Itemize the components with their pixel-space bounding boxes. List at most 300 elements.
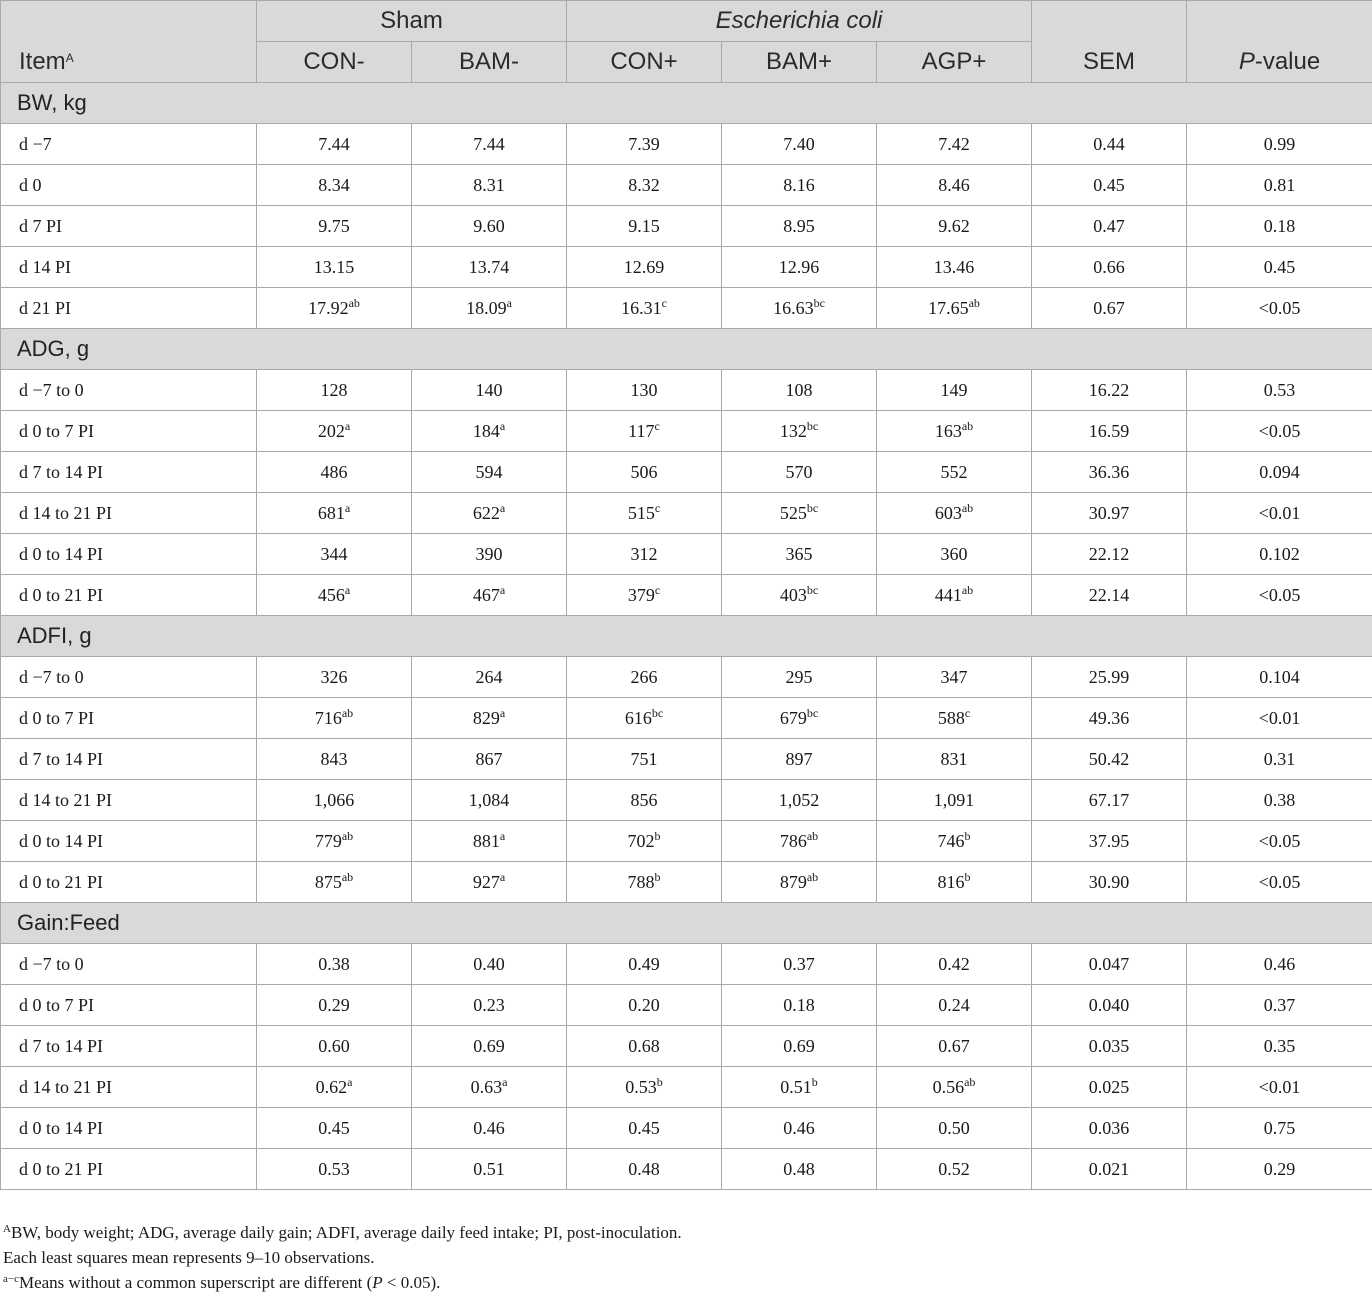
cell-value: 344 bbox=[320, 543, 348, 564]
cell-agp-plus bbox=[877, 1108, 1032, 1149]
cell-con-minus bbox=[257, 1026, 412, 1067]
table-row bbox=[1, 1026, 1372, 1067]
section-row bbox=[1, 616, 1372, 657]
cell-bam-plus bbox=[722, 288, 877, 329]
header-p-italic: P bbox=[1238, 48, 1255, 75]
section-title: ADFI, g bbox=[1, 616, 1372, 657]
cell-superscript: ab bbox=[968, 295, 980, 310]
cell-value: 163 bbox=[934, 420, 962, 441]
cell-value: 616 bbox=[624, 707, 652, 728]
cell-superscript: ab bbox=[961, 582, 974, 597]
header-p-rest: -value bbox=[1254, 48, 1321, 75]
cell-sem: 0.035 bbox=[1032, 1026, 1187, 1067]
row-label: d −7 to 0 bbox=[1, 944, 257, 985]
cell-value: 506 bbox=[630, 461, 658, 482]
cell-value: 312 bbox=[630, 543, 658, 564]
cell-bam-plus bbox=[722, 780, 877, 821]
cell-bam-plus bbox=[722, 165, 877, 206]
cell-con-plus bbox=[567, 452, 722, 493]
cell-bam-minus bbox=[412, 575, 567, 616]
cell-value: 0.48 bbox=[783, 1158, 815, 1179]
cell-sem: 0.036 bbox=[1032, 1108, 1187, 1149]
cell-bam-plus bbox=[722, 657, 877, 698]
table-row bbox=[1, 288, 1372, 329]
cell-superscript: bc bbox=[806, 500, 819, 515]
section-row bbox=[1, 83, 1372, 124]
cell-con-plus bbox=[567, 534, 722, 575]
cell-superscript: b bbox=[656, 1074, 663, 1089]
cell-value: 7.44 bbox=[473, 133, 505, 154]
cell-sem: 0.047 bbox=[1032, 944, 1187, 985]
cell-sem: 50.42 bbox=[1032, 739, 1187, 780]
row-label: d 0 to 14 PI bbox=[1, 534, 257, 575]
cell-p-value: 0.104 bbox=[1187, 657, 1372, 698]
cell-superscript: ab bbox=[964, 1074, 976, 1089]
row-label: d 21 PI bbox=[1, 288, 257, 329]
cell-p-value: <0.01 bbox=[1187, 1067, 1372, 1108]
row-label: d 0 to 7 PI bbox=[1, 698, 257, 739]
row-label: d 0 to 14 PI bbox=[1, 821, 257, 862]
cell-value: 897 bbox=[785, 748, 813, 769]
cell-bam-plus bbox=[722, 247, 877, 288]
cell-value: 9.75 bbox=[318, 215, 350, 236]
cell-p-value: <0.05 bbox=[1187, 288, 1372, 329]
cell-bam-minus bbox=[412, 985, 567, 1026]
cell-con-minus bbox=[257, 247, 412, 288]
row-label: d 7 to 14 PI bbox=[1, 739, 257, 780]
cell-value: 879 bbox=[779, 871, 807, 892]
footnote-superscripts-p: P bbox=[372, 1273, 383, 1292]
cell-value: 13.46 bbox=[933, 256, 975, 277]
cell-value: 0.45 bbox=[628, 1117, 660, 1138]
cell-value: 7.39 bbox=[628, 133, 660, 154]
cell-value: 746 bbox=[937, 830, 965, 851]
cell-value: 17.92 bbox=[308, 297, 349, 318]
cell-value: 140 bbox=[475, 379, 503, 400]
section-title: BW, kg bbox=[1, 83, 1372, 124]
cell-sem: 0.67 bbox=[1032, 288, 1187, 329]
cell-superscript: b bbox=[654, 869, 661, 884]
cell-con-minus bbox=[257, 370, 412, 411]
cell-con-minus bbox=[257, 1108, 412, 1149]
cell-value: 788 bbox=[627, 871, 655, 892]
cell-value: 0.24 bbox=[938, 994, 970, 1015]
cell-superscript: b bbox=[964, 869, 971, 884]
cell-value: 16.63 bbox=[773, 297, 814, 318]
cell-value: 786 bbox=[779, 830, 807, 851]
header-item bbox=[1, 1, 257, 83]
cell-con-plus bbox=[567, 575, 722, 616]
cell-sem: 30.97 bbox=[1032, 493, 1187, 534]
cell-con-minus bbox=[257, 698, 412, 739]
cell-sem: 49.36 bbox=[1032, 698, 1187, 739]
cell-agp-plus bbox=[877, 1149, 1032, 1190]
row-label: d 0 to 21 PI bbox=[1, 1149, 257, 1190]
cell-p-value: 0.38 bbox=[1187, 780, 1372, 821]
footnotes bbox=[3, 1220, 682, 1295]
cell-agp-plus bbox=[877, 575, 1032, 616]
cell-superscript: ab bbox=[806, 828, 819, 843]
cell-superscript: a bbox=[344, 500, 351, 515]
cell-con-plus bbox=[567, 370, 722, 411]
row-label: d 0 to 14 PI bbox=[1, 1108, 257, 1149]
cell-bam-plus bbox=[722, 575, 877, 616]
cell-bam-plus bbox=[722, 1067, 877, 1108]
cell-con-minus bbox=[257, 739, 412, 780]
cell-bam-minus bbox=[412, 1149, 567, 1190]
cell-value: 843 bbox=[320, 748, 348, 769]
cell-value: 751 bbox=[630, 748, 658, 769]
footnote-abbreviations-text: BW, body weight; ADG, average daily gain; ADFI, average daily feed intake; PI, post-inoculation. bbox=[10, 1223, 682, 1242]
cell-superscript: bc bbox=[813, 295, 825, 310]
cell-value: 0.51 bbox=[780, 1076, 812, 1097]
cell-value: 441 bbox=[934, 584, 962, 605]
cell-con-plus bbox=[567, 1149, 722, 1190]
row-label: d 7 PI bbox=[1, 206, 257, 247]
cell-agp-plus bbox=[877, 944, 1032, 985]
cell-bam-plus bbox=[722, 698, 877, 739]
cell-p-value: 0.35 bbox=[1187, 1026, 1372, 1067]
table-row bbox=[1, 247, 1372, 288]
cell-value: 128 bbox=[320, 379, 348, 400]
cell-value: 0.50 bbox=[938, 1117, 970, 1138]
cell-value: 816 bbox=[937, 871, 965, 892]
cell-con-plus bbox=[567, 657, 722, 698]
cell-superscript: a bbox=[499, 869, 506, 884]
cell-value: 0.53 bbox=[625, 1076, 657, 1097]
cell-p-value: 0.29 bbox=[1187, 1149, 1372, 1190]
cell-con-minus bbox=[257, 288, 412, 329]
cell-value: 326 bbox=[320, 666, 348, 687]
cell-agp-plus bbox=[877, 698, 1032, 739]
cell-con-minus bbox=[257, 452, 412, 493]
cell-value: 13.74 bbox=[468, 256, 510, 277]
cell-agp-plus bbox=[877, 493, 1032, 534]
cell-sem: 36.36 bbox=[1032, 452, 1187, 493]
cell-con-plus bbox=[567, 821, 722, 862]
row-label: d 7 to 14 PI bbox=[1, 452, 257, 493]
cell-bam-plus bbox=[722, 1149, 877, 1190]
cell-sem: 0.44 bbox=[1032, 124, 1187, 165]
cell-value: 0.20 bbox=[628, 994, 660, 1015]
cell-con-minus bbox=[257, 944, 412, 985]
cell-value: 702 bbox=[627, 830, 655, 851]
cell-value: 7.40 bbox=[783, 133, 815, 154]
cell-p-value: <0.05 bbox=[1187, 862, 1372, 903]
cell-bam-minus bbox=[412, 862, 567, 903]
cell-value: 0.51 bbox=[473, 1158, 505, 1179]
cell-con-plus bbox=[567, 1108, 722, 1149]
header-col-con-minus: CON- bbox=[257, 42, 412, 83]
cell-con-plus bbox=[567, 1067, 722, 1108]
cell-value: 9.60 bbox=[473, 215, 505, 236]
cell-value: 1,084 bbox=[468, 789, 510, 810]
table-row bbox=[1, 1067, 1372, 1108]
cell-con-plus bbox=[567, 985, 722, 1026]
cell-value: 0.60 bbox=[318, 1035, 350, 1056]
table-header bbox=[1, 1, 1372, 83]
footnote-abbreviations-sup: A bbox=[3, 1223, 11, 1235]
cell-bam-minus bbox=[412, 165, 567, 206]
cell-value: 379 bbox=[627, 584, 655, 605]
header-ecoli: Escherichia coli bbox=[567, 1, 1032, 42]
cell-con-minus bbox=[257, 985, 412, 1026]
cell-value: 622 bbox=[472, 502, 500, 523]
cell-value: 0.68 bbox=[628, 1035, 660, 1056]
cell-con-plus bbox=[567, 493, 722, 534]
table-row bbox=[1, 165, 1372, 206]
cell-agp-plus bbox=[877, 370, 1032, 411]
cell-agp-plus bbox=[877, 452, 1032, 493]
footnote-superscripts-sup: a−c bbox=[3, 1273, 19, 1285]
cell-bam-minus bbox=[412, 288, 567, 329]
cell-agp-plus bbox=[877, 206, 1032, 247]
cell-value: 0.53 bbox=[318, 1158, 350, 1179]
cell-value: 1,052 bbox=[778, 789, 820, 810]
table-row bbox=[1, 493, 1372, 534]
cell-value: 1,091 bbox=[933, 789, 975, 810]
cell-p-value: <0.01 bbox=[1187, 493, 1372, 534]
table-row bbox=[1, 1108, 1372, 1149]
cell-value: 552 bbox=[940, 461, 968, 482]
row-label: d −7 to 0 bbox=[1, 370, 257, 411]
cell-value: 0.38 bbox=[318, 953, 350, 974]
cell-value: 486 bbox=[320, 461, 348, 482]
row-label: d 0 to 21 PI bbox=[1, 575, 257, 616]
header-col-con-plus: CON+ bbox=[567, 42, 722, 83]
cell-superscript: bc bbox=[806, 418, 819, 433]
row-label: d 7 to 14 PI bbox=[1, 1026, 257, 1067]
cell-con-minus bbox=[257, 411, 412, 452]
cell-value: 927 bbox=[472, 871, 500, 892]
cell-bam-minus bbox=[412, 452, 567, 493]
cell-superscript: a bbox=[499, 418, 506, 433]
cell-value: 867 bbox=[475, 748, 503, 769]
cell-value: 0.52 bbox=[938, 1158, 970, 1179]
cell-con-minus bbox=[257, 862, 412, 903]
cell-p-value: 0.99 bbox=[1187, 124, 1372, 165]
cell-bam-plus bbox=[722, 739, 877, 780]
cell-con-minus bbox=[257, 206, 412, 247]
cell-bam-plus bbox=[722, 944, 877, 985]
cell-sem: 16.22 bbox=[1032, 370, 1187, 411]
cell-sem: 0.47 bbox=[1032, 206, 1187, 247]
table-row bbox=[1, 534, 1372, 575]
header-col-bam-minus: BAM- bbox=[412, 42, 567, 83]
table-row bbox=[1, 698, 1372, 739]
row-label: d −7 to 0 bbox=[1, 657, 257, 698]
cell-con-plus bbox=[567, 288, 722, 329]
table-row bbox=[1, 411, 1372, 452]
cell-superscript: ab bbox=[806, 869, 819, 884]
header-item-label: Item bbox=[19, 48, 66, 75]
cell-bam-minus bbox=[412, 411, 567, 452]
cell-bam-plus bbox=[722, 821, 877, 862]
cell-bam-minus bbox=[412, 247, 567, 288]
cell-value: 681 bbox=[317, 502, 345, 523]
cell-value: 856 bbox=[630, 789, 658, 810]
row-label: d 0 to 7 PI bbox=[1, 985, 257, 1026]
cell-agp-plus bbox=[877, 124, 1032, 165]
cell-superscript: bc bbox=[806, 582, 819, 597]
cell-value: 390 bbox=[475, 543, 503, 564]
cell-sem: 0.45 bbox=[1032, 165, 1187, 206]
cell-con-plus bbox=[567, 165, 722, 206]
cell-superscript: c bbox=[964, 705, 971, 720]
cell-p-value: 0.31 bbox=[1187, 739, 1372, 780]
cell-bam-minus bbox=[412, 534, 567, 575]
header-col-bam-plus: BAM+ bbox=[722, 42, 877, 83]
cell-p-value: <0.05 bbox=[1187, 821, 1372, 862]
cell-superscript: a bbox=[344, 418, 351, 433]
table-row bbox=[1, 575, 1372, 616]
cell-value: 875 bbox=[314, 871, 342, 892]
cell-value: 0.62 bbox=[315, 1076, 348, 1097]
cell-bam-plus bbox=[722, 206, 877, 247]
cell-value: 8.16 bbox=[783, 174, 815, 195]
cell-bam-plus bbox=[722, 370, 877, 411]
cell-con-plus bbox=[567, 739, 722, 780]
footnote-superscripts bbox=[3, 1270, 682, 1295]
cell-bam-plus bbox=[722, 493, 877, 534]
cell-p-value: 0.45 bbox=[1187, 247, 1372, 288]
cell-agp-plus bbox=[877, 780, 1032, 821]
cell-value: 679 bbox=[779, 707, 807, 728]
cell-superscript: ab bbox=[341, 828, 354, 843]
cell-value: 403 bbox=[779, 584, 807, 605]
cell-agp-plus bbox=[877, 985, 1032, 1026]
cell-con-plus bbox=[567, 698, 722, 739]
cell-value: 0.18 bbox=[783, 994, 815, 1015]
cell-bam-plus bbox=[722, 862, 877, 903]
cell-superscript: ab bbox=[341, 869, 354, 884]
cell-value: 8.95 bbox=[783, 215, 815, 236]
header-sem: SEM bbox=[1032, 1, 1187, 83]
cell-con-plus bbox=[567, 124, 722, 165]
cell-bam-minus bbox=[412, 739, 567, 780]
cell-con-minus bbox=[257, 493, 412, 534]
cell-con-minus bbox=[257, 780, 412, 821]
cell-bam-minus bbox=[412, 206, 567, 247]
cell-value: 0.40 bbox=[473, 953, 505, 974]
cell-bam-plus bbox=[722, 1108, 877, 1149]
cell-superscript: ab bbox=[961, 418, 974, 433]
cell-value: 0.46 bbox=[783, 1117, 815, 1138]
cell-con-minus bbox=[257, 1067, 412, 1108]
cell-p-value: 0.37 bbox=[1187, 985, 1372, 1026]
cell-value: 0.48 bbox=[628, 1158, 660, 1179]
cell-p-value: <0.01 bbox=[1187, 698, 1372, 739]
cell-bam-plus bbox=[722, 1026, 877, 1067]
cell-bam-minus bbox=[412, 124, 567, 165]
header-sham: Sham bbox=[257, 1, 567, 42]
cell-value: 9.62 bbox=[938, 215, 970, 236]
cell-sem: 67.17 bbox=[1032, 780, 1187, 821]
row-label: d 14 to 21 PI bbox=[1, 780, 257, 821]
cell-superscript: a bbox=[499, 705, 506, 720]
cell-p-value: 0.75 bbox=[1187, 1108, 1372, 1149]
cell-value: 0.37 bbox=[783, 953, 815, 974]
cell-value: 525 bbox=[779, 502, 807, 523]
cell-value: 0.23 bbox=[473, 994, 505, 1015]
cell-value: 0.46 bbox=[473, 1117, 505, 1138]
cell-sem: 22.12 bbox=[1032, 534, 1187, 575]
section-title: ADG, g bbox=[1, 329, 1372, 370]
header-p-value bbox=[1187, 1, 1372, 83]
cell-con-plus bbox=[567, 247, 722, 288]
cell-agp-plus bbox=[877, 247, 1032, 288]
cell-bam-plus bbox=[722, 534, 877, 575]
cell-value: 117 bbox=[628, 420, 655, 441]
cell-value: 594 bbox=[475, 461, 503, 482]
row-label: d 14 to 21 PI bbox=[1, 1067, 257, 1108]
table-row bbox=[1, 370, 1372, 411]
cell-bam-minus bbox=[412, 780, 567, 821]
cell-value: 8.34 bbox=[318, 174, 350, 195]
cell-value: 0.69 bbox=[473, 1035, 505, 1056]
cell-value: 881 bbox=[472, 830, 500, 851]
cell-bam-minus bbox=[412, 698, 567, 739]
cell-value: 0.69 bbox=[783, 1035, 815, 1056]
cell-sem: 0.66 bbox=[1032, 247, 1187, 288]
cell-sem: 16.59 bbox=[1032, 411, 1187, 452]
cell-con-plus bbox=[567, 206, 722, 247]
cell-value: 0.29 bbox=[318, 994, 350, 1015]
cell-superscript: c bbox=[654, 418, 660, 433]
cell-bam-minus bbox=[412, 1026, 567, 1067]
cell-value: 0.63 bbox=[470, 1076, 503, 1097]
cell-superscript: a bbox=[499, 828, 506, 843]
cell-bam-minus bbox=[412, 493, 567, 534]
cell-agp-plus bbox=[877, 411, 1032, 452]
cell-value: 130 bbox=[630, 379, 658, 400]
table-row bbox=[1, 862, 1372, 903]
table-row bbox=[1, 206, 1372, 247]
row-label: d 14 to 21 PI bbox=[1, 493, 257, 534]
table-row bbox=[1, 124, 1372, 165]
cell-value: 467 bbox=[472, 584, 500, 605]
cell-superscript: ab bbox=[341, 705, 354, 720]
cell-p-value: <0.05 bbox=[1187, 411, 1372, 452]
table-row bbox=[1, 985, 1372, 1026]
cell-value: 8.46 bbox=[938, 174, 970, 195]
cell-bam-minus bbox=[412, 944, 567, 985]
cell-value: 132 bbox=[779, 420, 807, 441]
cell-p-value: <0.05 bbox=[1187, 575, 1372, 616]
cell-bam-minus bbox=[412, 370, 567, 411]
cell-sem: 0.025 bbox=[1032, 1067, 1187, 1108]
cell-value: 7.44 bbox=[318, 133, 350, 154]
cell-con-plus bbox=[567, 1026, 722, 1067]
cell-value: 266 bbox=[630, 666, 658, 687]
cell-agp-plus bbox=[877, 862, 1032, 903]
cell-superscript: b bbox=[811, 1074, 818, 1089]
footnote-superscripts-pre: Means without a common superscript are different ( bbox=[18, 1273, 373, 1292]
cell-con-minus bbox=[257, 124, 412, 165]
cell-agp-plus bbox=[877, 165, 1032, 206]
cell-agp-plus bbox=[877, 739, 1032, 780]
cell-value: 829 bbox=[472, 707, 500, 728]
cell-bam-minus bbox=[412, 657, 567, 698]
cell-value: 0.42 bbox=[938, 953, 970, 974]
table-row bbox=[1, 452, 1372, 493]
cell-value: 360 bbox=[940, 543, 968, 564]
table-row bbox=[1, 1149, 1372, 1190]
cell-superscript: ab bbox=[961, 500, 974, 515]
cell-superscript: bc bbox=[806, 705, 819, 720]
footnote-observations: Each least squares mean represents 9–10 observations. bbox=[3, 1248, 375, 1267]
cell-value: 12.96 bbox=[778, 256, 820, 277]
